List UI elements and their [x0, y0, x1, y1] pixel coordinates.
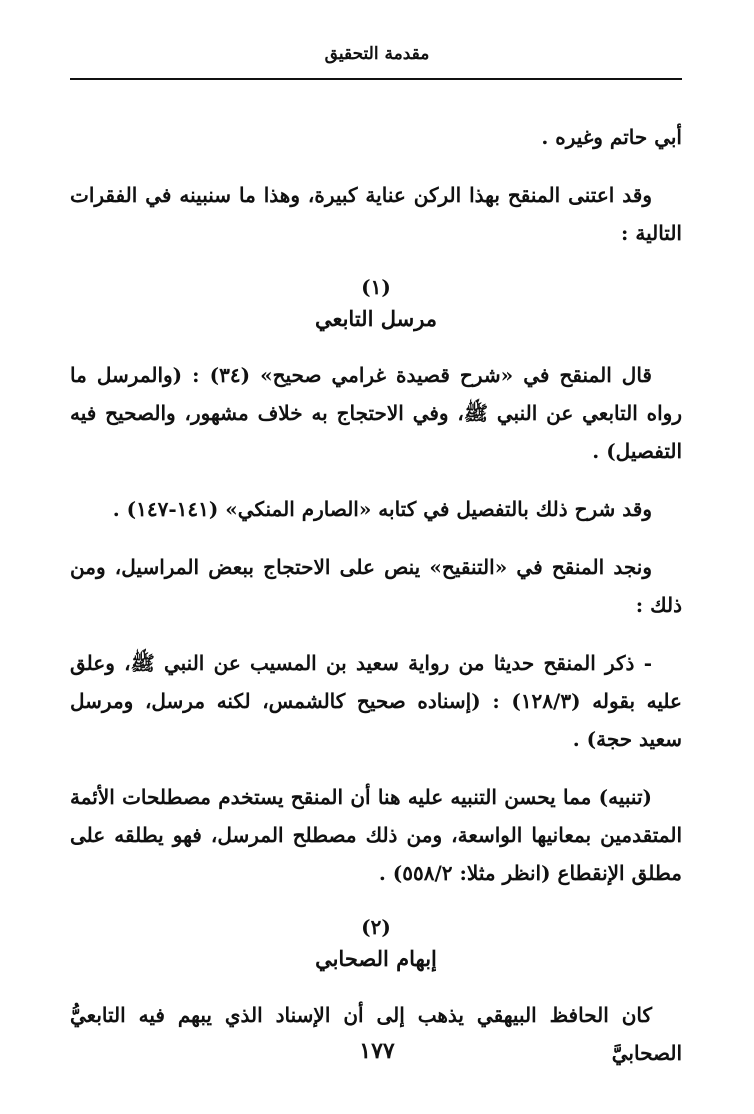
section-2-number: (٢) — [361, 915, 391, 939]
paragraph-bayhaqi: كان الحافظ البيهقي يذهب إلى أن الإسناد الذي يبهم فيه التابعيُّ الصحابيَّ — [70, 1003, 682, 1065]
paragraph-intro: وقد اعتنى المنقح بهذا الركن عناية كبيرة، وهذا ما سنبينه في الفقرات التالية : — [70, 183, 682, 245]
page-number: ١٧٧ — [359, 1038, 395, 1064]
section-2-title: إبهام الصحابي — [315, 946, 437, 971]
section-1-title: مرسل التابعي — [314, 306, 438, 331]
paragraph-sarim-reference: وقد شرح ذلك بالتفصيل في كتابه «الصارم المنكي» (١٤١-١٤٧) . — [112, 497, 652, 521]
header-rule — [70, 78, 682, 80]
paragraph-note: (تنبيه) مما يحسن التنبيه عليه هنا أن المنقح يستخدم مصطلحات الأئمة المتقدمين بمعانيها الواسعة، ومن ذلك مصطلح المرسل، فهو يطلقه على مطلق الإنقطاع (انظر مثلا: ٥٥٨/٢) . — [70, 785, 682, 885]
paragraph-tanqih-reference: ونجد المنقح في «التنقيح» ينص على الاحتجاج ببعض المراسيل، ومن ذلك : — [70, 555, 682, 617]
paragraph-example: - ذكر المنقح حديثا من رواية سعيد بن المسيب عن النبي ﷺ، وعلق عليه بقوله (١٢٨/٣) : (إسناده صحيح كالشمس، لكنه مرسل، ومرسل سعيد حجة) . — [70, 651, 682, 751]
page-body — [70, 118, 682, 1092]
paragraph-continuation: أبي حاتم وغيره . — [541, 125, 682, 149]
section-1-number: (١) — [361, 275, 391, 299]
paragraph-mursal-definition: قال المنقح في «شرح قصيدة غرامي صحيح» (٣٤) : (والمرسل ما رواه التابعي عن النبي ﷺ، وفي الاحتجاج به خلاف مشهور، والصحيح فيه التفصيل) . — [70, 363, 682, 463]
running-header: مقدمة التحقيق — [324, 44, 430, 64]
